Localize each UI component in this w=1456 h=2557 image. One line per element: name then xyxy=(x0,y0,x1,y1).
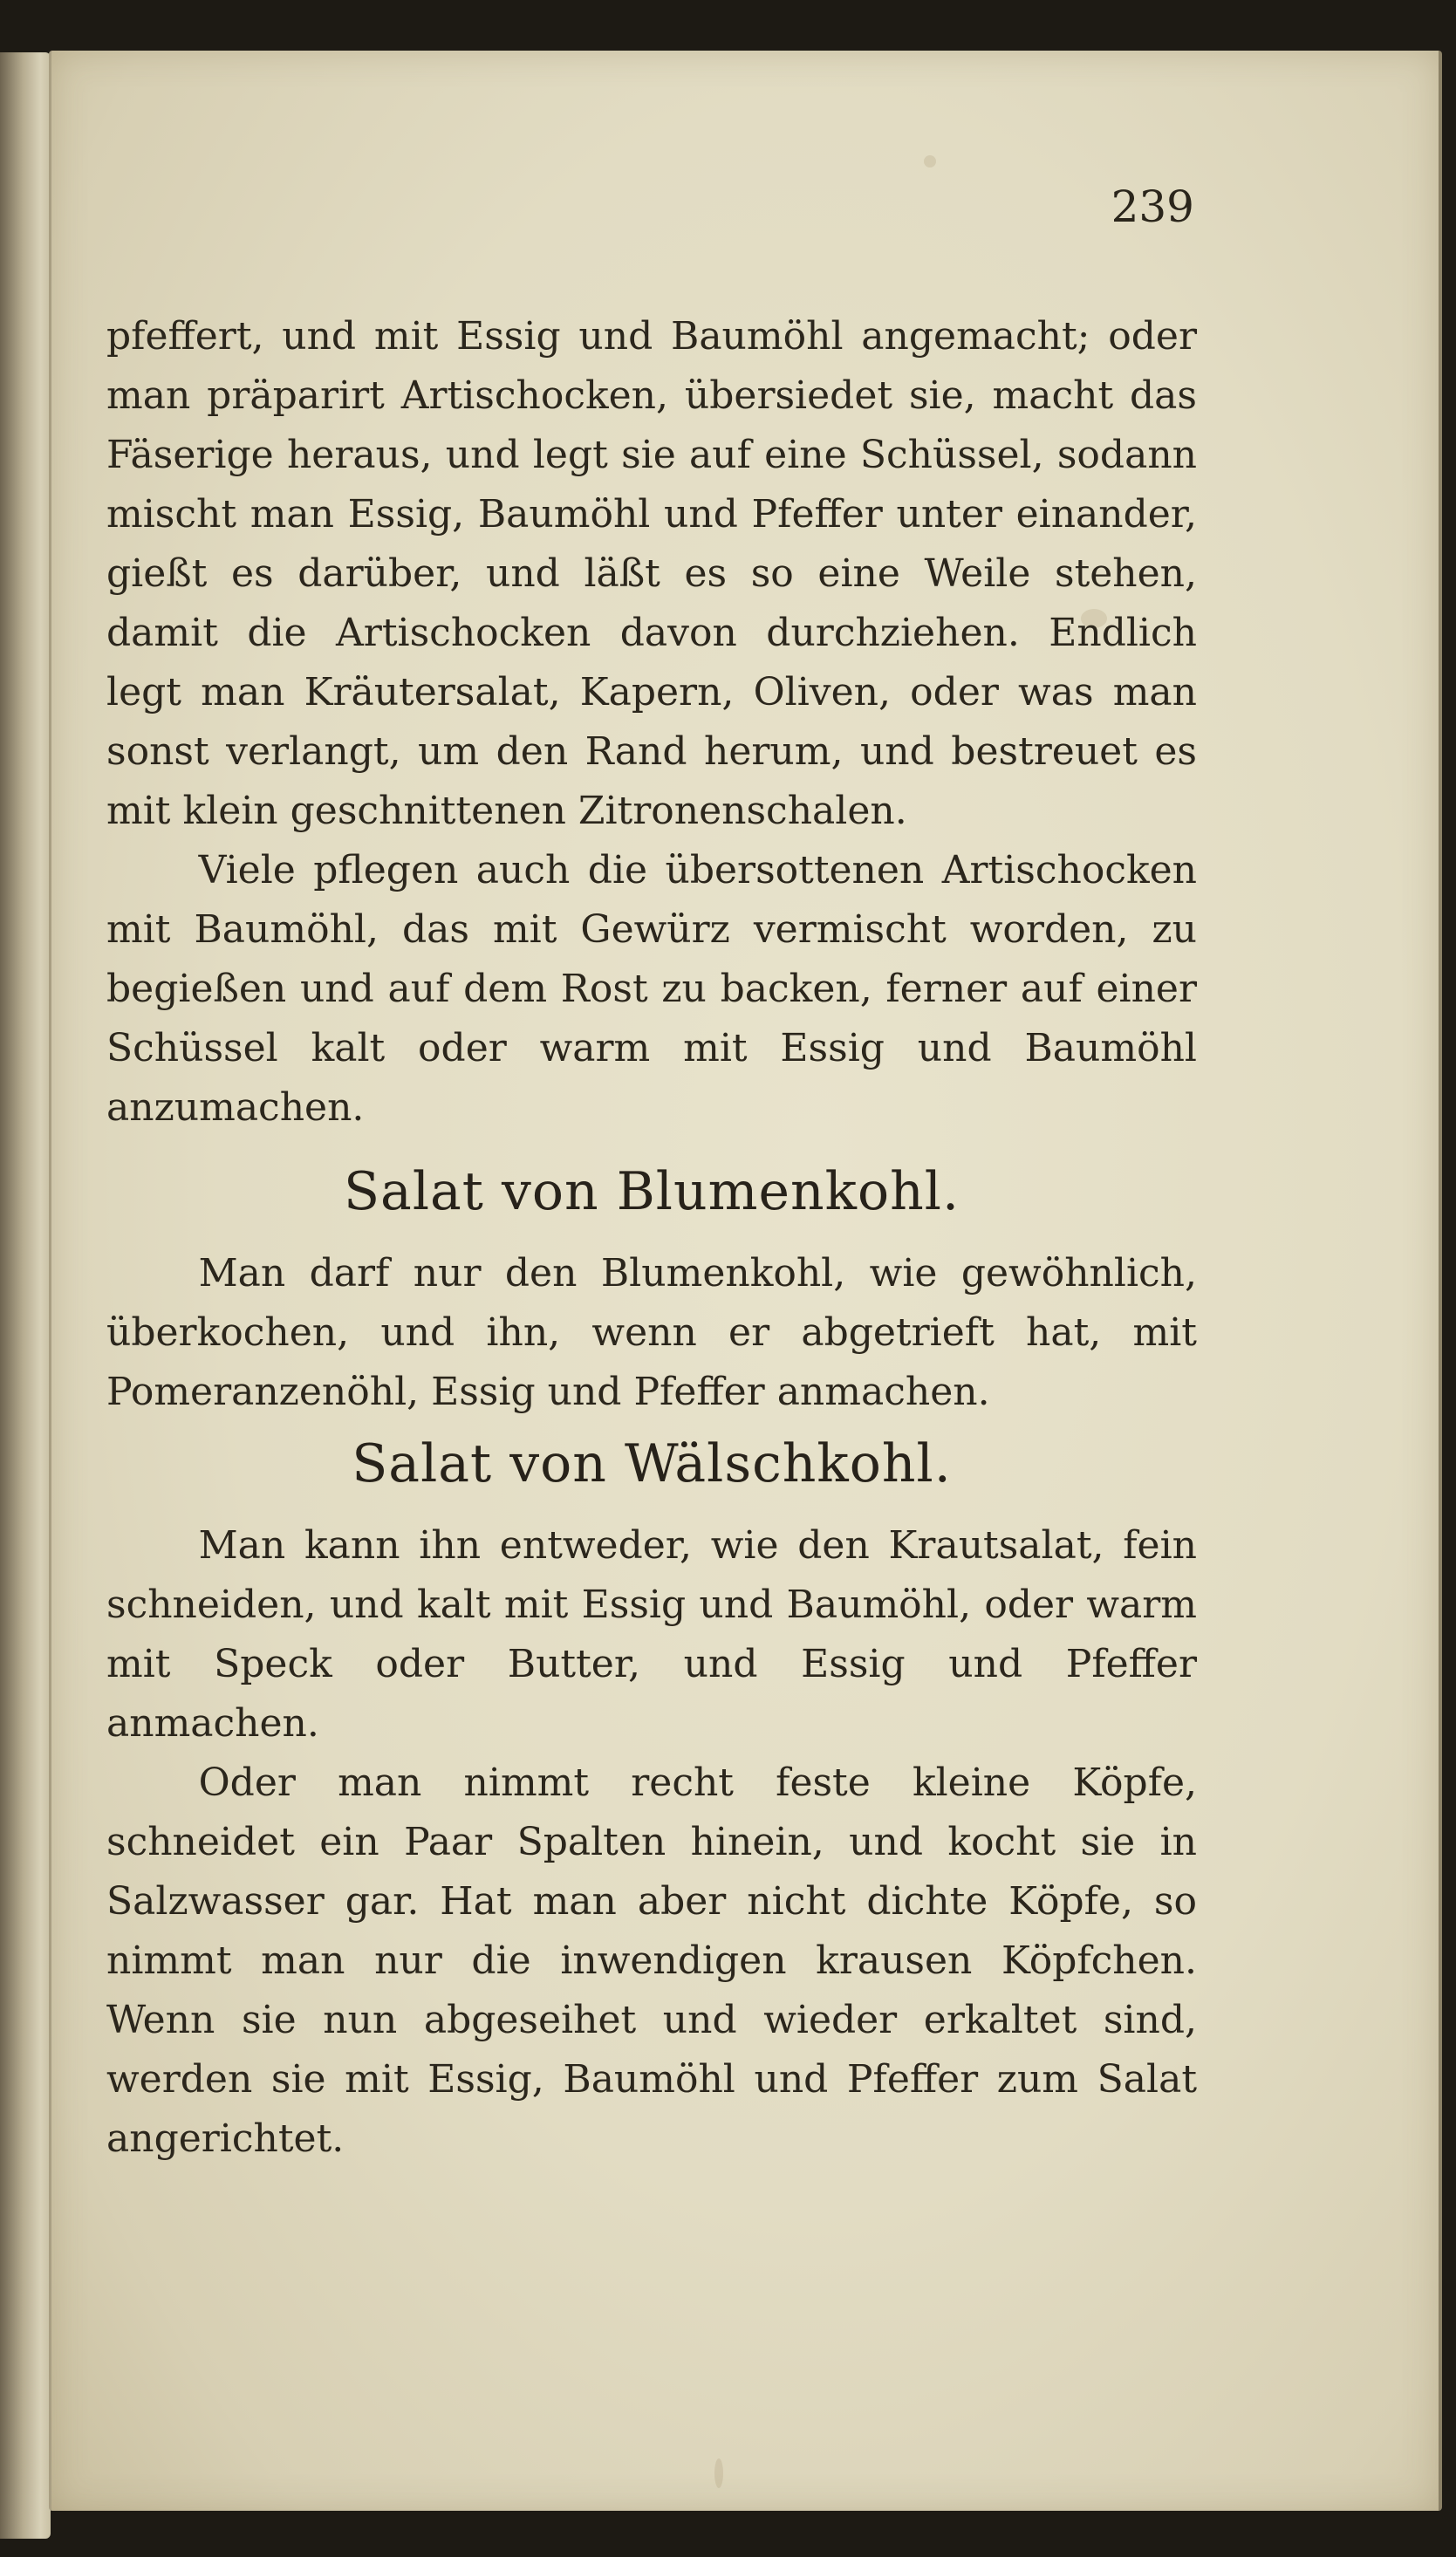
page-number: 239 xyxy=(1111,181,1194,232)
heading-savoy-cabbage-salad: Salat von Wälschkohl. xyxy=(352,1433,952,1494)
previous-page-edge xyxy=(0,52,51,2539)
paragraph-cauliflower: Man darf nur den Blumenkohl, wie gewöhnlich, überkochen, und ihn, wenn er abgetrieft hat, mit Pomeranzenöhl, Essig und Pfeffer anmachen. xyxy=(106,1251,1197,1414)
paragraph-artichoke-salad: pfeffert, und mit Essig und Baumöhl angemacht; oder man präparirt Artischocken, übersiedet sie, macht das Fäserige heraus, und legt sie auf eine Schüssel, sodann mischt man Essig, Baumöhl und Pfeffer unter einander, gießt es darüber, und läßt es so eine Weile stehen, damit die Artischocken davon durchziehen. Endlich legt man Kräutersalat, Kapern, Oliven, oder was man sonst verlangt, um den Rand herum, und bestreuet es mit klein geschnittenen Zitronenschalen. xyxy=(106,314,1197,833)
paragraph-savoy-cabbage: Man kann ihn entweder, wie den Krautsalat, fein schneiden, und kalt mit Essig und Baumöhl, oder warm mit Speck oder Butter, und Essig und Pfeffer anmachen. xyxy=(106,1523,1197,1746)
heading-cauliflower-salad: Salat von Blumenkohl. xyxy=(343,1161,960,1222)
paper-stain xyxy=(924,155,936,168)
paragraph-savoy-heads: Oder man nimmt recht feste kleine Köpfe, schneidet ein Paar Spalten hinein, und kocht sie in Salzwasser gar. Hat man aber nicht dichte Köpfe, so nimmt man nur die inwendigen krausen Köpfchen. Wenn sie nun abgeseihet und wieder erkaltet sind, werden sie mit Essig, Baumöhl und Pfeffer zum Salat angerichtet. xyxy=(106,1761,1197,2161)
paper-stain xyxy=(714,2458,723,2488)
page-body xyxy=(106,307,1197,2169)
paragraph-artichoke-variations: Viele pflegen auch die übersottenen Artischocken mit Baumöhl, das mit Gewürz vermischt worden, zu begießen und auf dem Rost zu backen, ferner auf einer Schüssel kalt oder warm mit Essig und Baumöhl anzumachen. xyxy=(106,848,1197,1130)
